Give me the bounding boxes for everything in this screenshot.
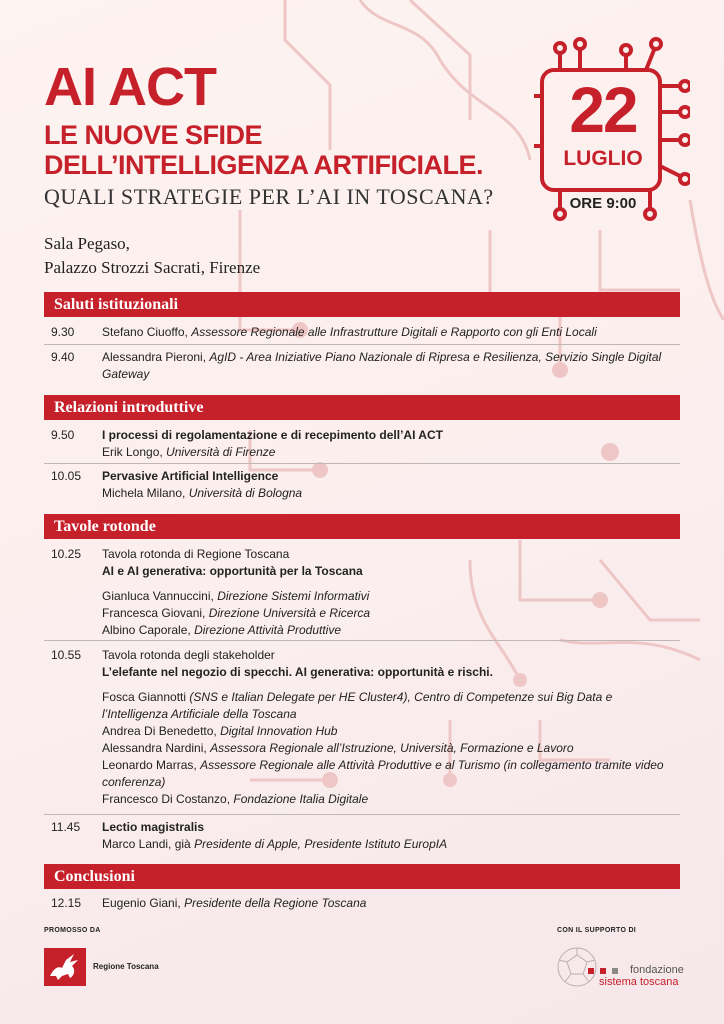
venue bbox=[44, 232, 260, 280]
speaker-role: Fondazione Italia Digitale bbox=[233, 792, 369, 806]
speaker-name: Eugenio Giani, bbox=[102, 896, 185, 910]
speaker-affiliation: Università di Bologna bbox=[188, 486, 303, 500]
speaker-role: Digital Innovation Hub bbox=[220, 724, 338, 738]
event-subtitle bbox=[44, 120, 483, 180]
talk-title: Pervasive Artificial Intelligence bbox=[102, 469, 279, 483]
speaker-name: Fosca Giannotti bbox=[102, 690, 190, 704]
divider bbox=[44, 640, 680, 641]
supported-by-label: CON IL SUPPORTO DI bbox=[557, 927, 637, 934]
divider bbox=[44, 463, 680, 464]
roundtable-title: L’elefante nel negozio di specchi. AI generativa: opportunità e rischi. bbox=[102, 665, 493, 679]
supporter-name-line-2: sistema toscana bbox=[599, 976, 679, 988]
event-title: AI ACT bbox=[44, 57, 216, 117]
speaker-role: Direzione Attività Produttive bbox=[194, 623, 342, 637]
speaker-role: Assessora Regionale all’Istruzione, Università, Formazione e Lavoro bbox=[210, 741, 574, 755]
speaker-role: Direzione Università e Ricerca bbox=[208, 606, 371, 620]
event-time: ORE 9:00 bbox=[569, 195, 637, 212]
venue-address: Palazzo Strozzi Sacrati, Firenze bbox=[44, 258, 261, 277]
item-time: 10.55 bbox=[51, 648, 82, 662]
roundtable-intro: Tavola rotonda degli stakeholder bbox=[102, 648, 275, 662]
roundtable-intro: Tavola rotonda di Regione Toscana bbox=[102, 547, 290, 561]
item-time: 9.50 bbox=[51, 428, 75, 442]
section-header-conclusioni: Conclusioni bbox=[44, 864, 680, 889]
section-header-saluti: Saluti istituzionali bbox=[44, 292, 680, 317]
speaker-name: Leonardo Marras, bbox=[102, 758, 201, 772]
supporter-name-line-1: fondazione bbox=[630, 964, 684, 976]
item-time: 11.45 bbox=[51, 820, 81, 834]
item-time: 9.40 bbox=[51, 350, 75, 364]
pegasus-icon bbox=[44, 948, 86, 986]
speaker-role: Presidente di Apple, Presidente Istituto EuropIA bbox=[194, 837, 448, 851]
talk-title: I processi di regolamentazione e di recepimento dell’AI ACT bbox=[102, 428, 443, 442]
event-month: LUGLIO bbox=[563, 147, 643, 170]
divider bbox=[44, 814, 680, 815]
talk-title: Lectio magistralis bbox=[102, 820, 205, 834]
section-header-relazioni: Relazioni introduttive bbox=[44, 395, 680, 420]
speaker-name: Francesco Di Costanzo, bbox=[102, 792, 234, 806]
speaker-role: Presidente della Regione Toscana bbox=[184, 896, 367, 910]
divider bbox=[44, 344, 680, 345]
speaker-affiliation: Università di Firenze bbox=[166, 445, 276, 459]
event-question: QUALI STRATEGIE PER L’AI IN TOSCANA? bbox=[44, 184, 494, 209]
subtitle-line-2: DELL’INTELLIGENZA ARTIFICIALE. bbox=[44, 150, 483, 180]
section-header-tavole: Tavole rotonde bbox=[44, 514, 680, 539]
item-time: 10.05 bbox=[51, 469, 82, 483]
speaker-name: Erik Longo, bbox=[102, 445, 167, 459]
speaker-role: Assessore Regionale alle Infrastrutture Digitali e Rapporto con gli Enti Locali bbox=[191, 325, 597, 339]
item-time: 10.25 bbox=[51, 547, 82, 561]
regione-toscana-logo bbox=[44, 948, 86, 986]
speaker-name: Marco Landi, già bbox=[102, 837, 195, 851]
speaker-name: Alessandra Nardini, bbox=[102, 741, 211, 755]
speaker-name: Albino Caporale, bbox=[102, 623, 195, 637]
speaker-role: Direzione Sistemi Informativi bbox=[217, 589, 370, 603]
speaker-name: Francesca Giovani, bbox=[102, 606, 209, 620]
roundtable-title: AI e AI generativa: opportunità per la Toscana bbox=[102, 564, 363, 578]
speaker-name: Gianluca Vannuccini, bbox=[102, 589, 218, 603]
subtitle-line-1: LE NUOVE SFIDE bbox=[44, 120, 263, 150]
speaker-name: Stefano Ciuoffo, bbox=[102, 325, 192, 339]
speaker-name: Alessandra Pieroni, bbox=[102, 350, 210, 364]
speaker-name: Andrea Di Benedetto, bbox=[102, 724, 221, 738]
event-day: 22 bbox=[569, 74, 637, 146]
item-time: 12.15 bbox=[51, 896, 82, 910]
speaker-name: Michela Milano, bbox=[102, 486, 189, 500]
promoted-by-label: PROMOSSO DA bbox=[44, 927, 101, 934]
item-time: 9.30 bbox=[51, 325, 75, 339]
promoter-name: Regione Toscana bbox=[93, 962, 159, 971]
speaker-note: (SNS e Italian Delegate per HE Cluster4) bbox=[189, 690, 408, 704]
fondazione-dots-icon bbox=[588, 967, 628, 975]
speaker-role: , Centro di Competenze sui Big Data e l’Intelligenza Artificiale della Toscana bbox=[102, 690, 613, 721]
venue-room: Sala Pegaso, bbox=[44, 234, 130, 253]
speaker-role: AgID - Area Iniziative Piano Nazionale di Ripresa e Resilienza, Servizio Single Digital Gateway bbox=[102, 350, 662, 381]
speaker-role: Assessore Regionale alle Attività Produttive e al Turismo (in collegamento tramite video conferenza) bbox=[102, 758, 664, 789]
